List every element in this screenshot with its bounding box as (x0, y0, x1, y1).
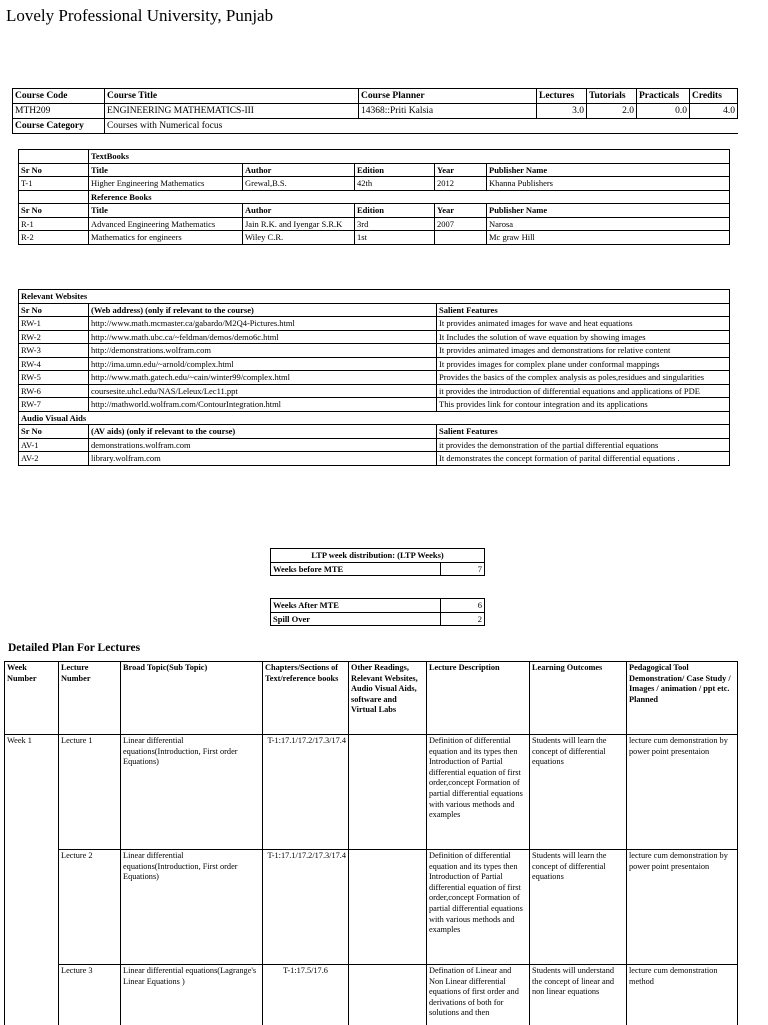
reference-section-row (19, 190, 730, 204)
lecture-row (5, 850, 738, 965)
reference-header-row (19, 204, 730, 218)
table-header: Edition (355, 204, 435, 218)
table-header: Author (243, 163, 355, 177)
lecture-description: Definition of differential equation and its types then Introduction of Partial differential equation of first order,concept Formation of partial differential equations with various methods and examples (427, 850, 530, 965)
website-link: http://demonstrations.wolfram.com (89, 344, 437, 358)
plan-header: Week Number (5, 662, 59, 735)
table-header: Sr No (19, 303, 89, 317)
table-row (19, 231, 730, 245)
pedagogical-tool: lecture cum demonstration by power point presentaion (627, 735, 738, 850)
av-link: demonstrations.wolfram.com (89, 438, 437, 452)
table-cell: AV-2 (19, 452, 89, 466)
table-cell: It provides animated images and demonstrations for relative content (437, 344, 730, 358)
table-cell: RW-7 (19, 398, 89, 412)
table-cell: It Includes the solution of wave equation by showing images (437, 330, 730, 344)
other-readings (349, 850, 427, 965)
table-row (19, 357, 730, 371)
plan-header: Lecture Number (59, 662, 121, 735)
pedagogical-tool: lecture cum demonstration method (627, 965, 738, 1025)
tutorials-value: 2.0 (587, 104, 637, 119)
lecture-number: Lecture 3 (59, 965, 121, 1025)
website-link: http://www.math.mcmaster.ca/gabardo/M2Q4-Pictures.html (89, 317, 437, 331)
weeks-after-label: Weeks After MTE (271, 599, 441, 613)
week-number: Week 1 (5, 735, 59, 1025)
university-title: Lovely Professional University, Punjab (6, 6, 274, 25)
practicals-value: 0.0 (637, 104, 690, 119)
table-row (19, 384, 730, 398)
table-cell: Narosa (487, 217, 730, 231)
website-link: http://mathworld.wolfram.com/ContourIntegration.html (89, 398, 437, 412)
table-row (19, 330, 730, 344)
course-values-row (13, 104, 738, 119)
table-cell: 2007 (435, 217, 487, 231)
course-planner: 14368::Priti Kalsia (359, 104, 537, 119)
lecture-description: Defination of Linear and Non Linear differential equations of first order and derivations of both for solutions and then (427, 965, 530, 1025)
chapters: T-1:17.1/17.2/17.3/17.4 (263, 735, 349, 850)
lecture-number: Lecture 1 (59, 735, 121, 850)
table-cell: RW-1 (19, 317, 89, 331)
av-link: library.wolfram.com (89, 452, 437, 466)
table-cell: RW-4 (19, 357, 89, 371)
table-row (19, 177, 730, 191)
table-cell: 42th (355, 177, 435, 191)
table-row (19, 398, 730, 412)
reference-section-label: Reference Books (89, 190, 730, 204)
table-cell: This provides link for contour integration and its applications (437, 398, 730, 412)
lecture-row (5, 735, 738, 850)
chapters: T-1:17.5/17.6 (263, 965, 349, 1025)
course-code-header: Course Code (13, 89, 105, 104)
av-section-row (19, 411, 730, 425)
lecture-number: Lecture 2 (59, 850, 121, 965)
av-header-row (19, 425, 730, 439)
table-cell: Provides the basics of the complex analysis as poles,residues and singularities (437, 371, 730, 385)
lectures-value: 3.0 (537, 104, 587, 119)
table-cell (435, 231, 487, 245)
lecture-description: Definition of differential equation and its types then Introduction of Partial differential equation of first order,concept Formation of partial differential equations with various methods and examples (427, 735, 530, 850)
plan-header: Pedagogical Tool Demonstration/ Case Study / Images / animation / ppt etc. Planned (627, 662, 738, 735)
table-header: Author (243, 204, 355, 218)
table-header: (Web address) (only if relevant to the course) (89, 303, 437, 317)
table-cell: Wiley C.R. (243, 231, 355, 245)
spill-over-value: 2 (441, 612, 485, 626)
course-category-row (13, 119, 738, 134)
table-cell: RW-6 (19, 384, 89, 398)
ltp-title: LTP week distribution: (LTP Weeks) (271, 549, 485, 563)
table-header: Edition (355, 163, 435, 177)
lecture-plan-table (4, 661, 738, 1025)
table-header: Title (89, 163, 243, 177)
table-row (19, 438, 730, 452)
table-cell: RW-2 (19, 330, 89, 344)
websites-header-row (19, 303, 730, 317)
table-header: Sr No (19, 425, 89, 439)
broad-topic: Linear differential equations(Introduction, First order Equations) (121, 850, 263, 965)
table-header: Sr No (19, 163, 89, 177)
credits-header: Credits (690, 89, 738, 104)
credits-value: 4.0 (690, 104, 738, 119)
broad-topic: Linear differential equations(Introduction, First order Equations) (121, 735, 263, 850)
table-cell: Advanced Engineering Mathematics (89, 217, 243, 231)
table-cell: Mathematics for engineers (89, 231, 243, 245)
table-cell: Jain R.K. and Iyengar S.R.K (243, 217, 355, 231)
weeks-before-value: 7 (441, 562, 485, 576)
plan-heading: Detailed Plan For Lectures (8, 642, 141, 654)
websites-section-label: Relevant Websites (19, 290, 730, 304)
table-cell: RW-5 (19, 371, 89, 385)
table-cell: 3rd (355, 217, 435, 231)
website-link: http://ima.umn.edu/~arnold/complex.html (89, 357, 437, 371)
pedagogical-tool: lecture cum demonstration by power point presentaion (627, 850, 738, 965)
plan-header: Lecture Description (427, 662, 530, 735)
ltp-table (270, 548, 485, 576)
spill-over-label: Spill Over (271, 612, 441, 626)
table-cell: 2012 (435, 177, 487, 191)
other-readings (349, 735, 427, 850)
textbooks-section-label: TextBooks (89, 150, 730, 164)
table-cell: R-2 (19, 231, 89, 245)
course-code: MTH209 (13, 104, 105, 119)
table-cell: RW-3 (19, 344, 89, 358)
websites-section-row (19, 290, 730, 304)
table-cell: Mc graw Hill (487, 231, 730, 245)
website-link: http://www.math.gatech.edu/~cain/winter99/complex.html (89, 371, 437, 385)
plan-header-row (5, 662, 738, 735)
learning-outcomes: Students will learn the concept of differential equations (530, 850, 627, 965)
course-title: ENGINEERING MATHEMATICS-III (105, 104, 359, 119)
table-cell: Khanna Publishers (487, 177, 730, 191)
ltp-after-table (270, 598, 485, 626)
table-cell: T-1 (19, 177, 89, 191)
learning-outcomes: Students will understand the concept of linear and non linear equations (530, 965, 627, 1025)
broad-topic: Linear differential equations(Lagrange's Linear Equations ) (121, 965, 263, 1025)
table-header: Salient Features (437, 425, 730, 439)
lecture-row (5, 965, 738, 1025)
resources-table (18, 289, 730, 466)
plan-header: Other Readings, Relevant Websites, Audio Visual Aids, software and Virtual Labs (349, 662, 427, 735)
table-header: Publisher Name (487, 163, 730, 177)
av-section-label: Audio Visual Aids (19, 411, 730, 425)
plan-header: Learning Outcomes (530, 662, 627, 735)
website-link: coursesite.uhcl.edu/NAS/Leleux/Lec11.ppt (89, 384, 437, 398)
textbooks-header-row (19, 163, 730, 177)
table-header: Year (435, 163, 487, 177)
course-title-header: Course Title (105, 89, 359, 104)
textbooks-section-row (19, 150, 730, 164)
table-header: Title (89, 204, 243, 218)
weeks-before-label: Weeks before MTE (271, 562, 441, 576)
course-category: Courses with Numerical focus (105, 119, 738, 134)
table-row (19, 452, 730, 466)
table-header: Sr No (19, 204, 89, 218)
lectures-header: Lectures (537, 89, 587, 104)
tutorials-header: Tutorials (587, 89, 637, 104)
plan-header: Broad Topic(Sub Topic) (121, 662, 263, 735)
table-row (19, 317, 730, 331)
table-header: (AV aids) (only if relevant to the course) (89, 425, 437, 439)
practicals-header: Practicals (637, 89, 690, 104)
table-row (19, 217, 730, 231)
table-cell: Higher Engineering Mathematics (89, 177, 243, 191)
course-category-label: Course Category (13, 119, 105, 134)
table-row (19, 344, 730, 358)
table-cell: It demonstrates the concept formation of parital differential equations . (437, 452, 730, 466)
table-cell: It provides images for complex plane under conformal mappings (437, 357, 730, 371)
table-cell: It provides animated images for wave and heat equations (437, 317, 730, 331)
course-planner-header: Course Planner (359, 89, 537, 104)
books-table (18, 149, 730, 245)
table-cell: it provides the introduction of differential equations and applications of PDE (437, 384, 730, 398)
website-link: http://www.math.ubc.ca/~feldman/demos/demo6c.html (89, 330, 437, 344)
table-cell: 1st (355, 231, 435, 245)
table-cell: R-1 (19, 217, 89, 231)
chapters: T-1:17.1/17.2/17.3/17.4 (263, 850, 349, 965)
course-info-table (12, 88, 738, 134)
weeks-after-value: 6 (441, 599, 485, 613)
table-cell: AV-1 (19, 438, 89, 452)
table-row (19, 371, 730, 385)
table-cell: Grewal,B.S. (243, 177, 355, 191)
table-header: Year (435, 204, 487, 218)
learning-outcomes: Students will learn the concept of differential equations (530, 735, 627, 850)
table-header: Salient Features (437, 303, 730, 317)
plan-header: Chapters/Sections of Text/reference books (263, 662, 349, 735)
table-header: Publisher Name (487, 204, 730, 218)
table-cell: it provides the demonstration of the partial differential equations (437, 438, 730, 452)
course-header-row (13, 89, 738, 104)
other-readings (349, 965, 427, 1025)
